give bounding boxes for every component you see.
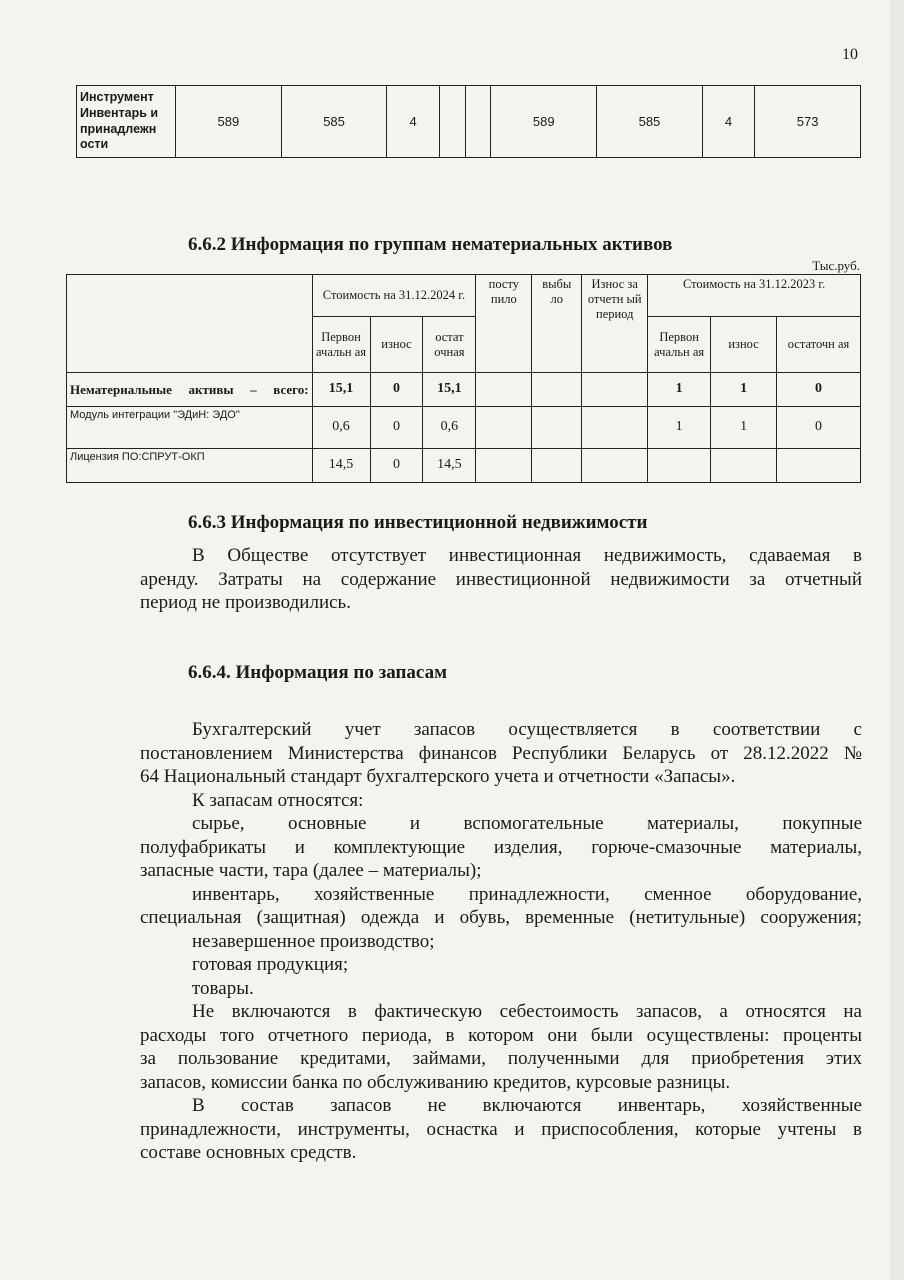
table-cell <box>648 449 711 483</box>
text-line: Бухгалтерский учет запасов осуществляется в соответствии с <box>192 719 862 740</box>
table-cell: 15,1 <box>312 373 370 407</box>
table-cell <box>582 373 648 407</box>
table-row <box>67 407 861 449</box>
table-cell: 585 <box>597 86 703 158</box>
text-line: Не включаются в фактическую себестоимость запасов, а относятся на <box>192 1001 862 1022</box>
intangible-assets-table <box>66 274 861 483</box>
table-cell <box>777 449 861 483</box>
fixed-assets-table-fragment <box>76 85 861 158</box>
table-cell: 0,6 <box>423 407 476 449</box>
header-wear-period: Износ за отчетн ый период <box>582 275 648 373</box>
table-cell <box>711 449 777 483</box>
text-line: К запасам относятся: <box>192 789 364 811</box>
header-initial: Первон ачальн ая <box>312 317 370 373</box>
table-cell: 1 <box>711 407 777 449</box>
page-edge <box>890 0 904 1280</box>
text-line: расходы того отчетного периода, в котором они были осуществлены: проценты <box>140 1024 862 1046</box>
table-cell: 1 <box>648 373 711 407</box>
paragraph-investment-property <box>140 544 862 615</box>
row-name: Лицензия ПО:СПРУТ-ОКП <box>67 449 313 483</box>
header-wear: износ <box>370 317 423 373</box>
text-line: полуфабрикаты и комплектующие изделия, горюче-смазочные материалы, <box>140 836 862 858</box>
section-heading-investment-property: 6.6.3 Информация по инвестиционной недвижимости <box>188 512 648 533</box>
header-residual: остаточн ая <box>777 317 861 373</box>
page-number: 10 <box>842 46 858 63</box>
text-line: запасные части, тара (далее – материалы); <box>140 860 482 881</box>
text-line: сырье, основные и вспомогательные материалы, покупные <box>192 813 862 834</box>
table-cell <box>476 407 532 449</box>
text-line: В Обществе отсутствует инвестиционная недвижимость, сдаваемая в <box>192 545 862 566</box>
text-line: товары. <box>192 977 254 999</box>
table-cell: 0 <box>370 373 423 407</box>
text-line: постановлением Министерства финансов Республики Беларусь от 28.12.2022 № <box>140 742 862 764</box>
table-cell: 4 <box>387 86 439 158</box>
table-cell <box>476 373 532 407</box>
text-line: принадлежности, инструменты, оснастка и приспособления, которые учтены в <box>140 1118 862 1140</box>
table-cell: 14,5 <box>423 449 476 483</box>
table-cell: 0 <box>777 373 861 407</box>
text-line: 64 Национальный стандарт бухгалтерского учета и отчетности «Запасы». <box>140 766 736 787</box>
header-cost-2024: Стоимость на 31.12.2024 г. <box>312 275 476 317</box>
table-cell <box>582 407 648 449</box>
table-cell: 589 <box>491 86 597 158</box>
table-cell: 4 <box>702 86 754 158</box>
text-line: специальная (защитная) одежда и обувь, временные (нетитульные) сооружения; <box>140 907 862 928</box>
table-cell: 573 <box>755 86 861 158</box>
text-line: за пользование кредитами, займами, полученными для приобретения этих <box>140 1048 862 1069</box>
table-cell: 1 <box>648 407 711 449</box>
header-disposed: выбы ло <box>532 275 582 373</box>
header-wear: износ <box>711 317 777 373</box>
table-cell: 0,6 <box>312 407 370 449</box>
table-cell: 0 <box>370 449 423 483</box>
table-cell <box>439 86 465 158</box>
table-cell <box>532 449 582 483</box>
table-cell <box>465 86 491 158</box>
row-name: Модуль интеграции "ЭДиН: ЭДО" <box>67 407 313 449</box>
row-name: Нематериальные активы – всего: <box>67 373 313 407</box>
text-line: составе основных средств. <box>140 1142 357 1163</box>
text-line: готовая продукция; <box>192 954 349 975</box>
text-line: период не производились. <box>140 592 351 613</box>
table-cell: 1 <box>711 373 777 407</box>
header-empty <box>67 275 313 373</box>
text-line: инвентарь, хозяйственные принадлежности, сменное оборудование, <box>192 883 862 905</box>
text-line: запасов, комиссии банка по обслуживанию кредитов, курсовые разницы. <box>140 1071 731 1093</box>
table-row <box>67 449 861 483</box>
table-cell: 0 <box>370 407 423 449</box>
text-line: аренду. Затраты на содержание инвестиционной недвижимости за отчетный <box>140 568 862 590</box>
table-cell <box>532 407 582 449</box>
unit-label: Тыс.руб. <box>812 258 860 273</box>
header-cost-2023: Стоимость на 31.12.2023 г. <box>648 275 861 317</box>
header-residual: остат очная <box>423 317 476 373</box>
table-cell: 14,5 <box>312 449 370 483</box>
section-heading-inventories: 6.6.4. Информация по запасам <box>188 662 448 683</box>
section-heading-intangibles: 6.6.2 Информация по группам нематериальных активов <box>188 234 673 255</box>
table-row <box>67 373 861 407</box>
table-header-row <box>67 275 861 317</box>
table-cell: 15,1 <box>423 373 476 407</box>
text-line: В состав запасов не включаются инвентарь, хозяйственные <box>192 1095 862 1116</box>
text-line: незавершенное производство; <box>192 930 435 952</box>
header-initial: Первон ачальн ая <box>648 317 711 373</box>
header-received: посту пило <box>476 275 532 373</box>
table-cell: 0 <box>777 407 861 449</box>
table-cell <box>582 449 648 483</box>
table-row <box>77 86 861 158</box>
table-cell: 585 <box>281 86 387 158</box>
row-name: Инструмент Инвентарь и принадлежн ости <box>77 86 176 158</box>
paragraph-inventories <box>140 718 862 1165</box>
table-cell <box>532 373 582 407</box>
table-cell <box>476 449 532 483</box>
table-cell: 589 <box>176 86 282 158</box>
